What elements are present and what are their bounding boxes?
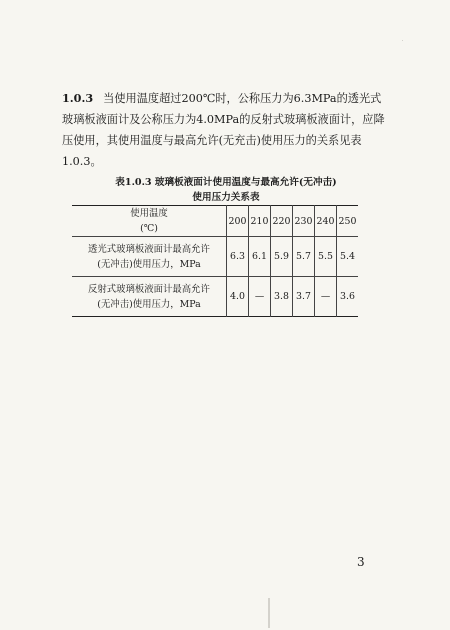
- pressure-value-cell: 5.9: [271, 237, 293, 277]
- temperature-cell: 250: [337, 206, 359, 237]
- pressure-value-cell: 5.4: [337, 237, 359, 277]
- pressure-value-cell: —: [249, 277, 271, 317]
- pressure-value-cell: 5.5: [315, 237, 337, 277]
- scan-mark: [268, 598, 270, 628]
- pressure-value-cell: 3.6: [337, 277, 359, 317]
- pressure-value-cell: 6.3: [227, 237, 249, 277]
- row-label-line2: (无冲击)使用压力，MPa: [97, 298, 201, 310]
- table-header-row: [72, 206, 358, 237]
- temperature-header-unit: (℃): [140, 223, 158, 234]
- temperature-header-text: 使用温度: [130, 208, 168, 219]
- pressure-value-cell: 3.8: [271, 277, 293, 317]
- table-caption-line2: 使用压力关系表: [192, 192, 260, 203]
- row-label-line2: (无冲击)使用压力，MPa: [97, 258, 201, 270]
- pressure-value-cell: 5.7: [293, 237, 315, 277]
- pressure-value-cell: 4.0: [227, 277, 249, 317]
- row-label-cell: [72, 277, 227, 317]
- temperature-cell: 230: [293, 206, 315, 237]
- temperature-cell: 210: [249, 206, 271, 237]
- temperature-cell: 220: [271, 206, 293, 237]
- table-row: [72, 277, 358, 317]
- table-caption-line1: 表1.0.3 玻璃板液面计使用温度与最高允许(无冲击): [115, 177, 337, 188]
- clause-paragraph: [62, 88, 390, 172]
- scan-mark: [402, 40, 403, 41]
- temperature-cell: 240: [315, 206, 337, 237]
- temperature-header-cell: [72, 206, 227, 237]
- table-row: [72, 237, 358, 277]
- clause-number: 1.0.3: [62, 91, 94, 105]
- pressure-value-cell: 3.7: [293, 277, 315, 317]
- row-label-line1: 透光式玻璃板液面计最高允许: [88, 243, 210, 255]
- clause-text: 当使用温度超过200℃时，公称压力为6.3MPa的透光式玻璃板液面计及公称压力为4.0MPa的反射式玻璃板液面计，应降压使用，其使用温度与最高允许(无充击)使用压力的关系见表1.0.3。: [62, 92, 385, 168]
- row-label-line1: 反射式玻璃板液面计最高允许: [88, 283, 210, 295]
- pressure-value-cell: 6.1: [249, 237, 271, 277]
- page-number: 3: [357, 555, 365, 569]
- row-label-cell: [72, 237, 227, 277]
- pressure-temperature-table: [72, 205, 358, 317]
- temperature-cell: 200: [227, 206, 249, 237]
- pressure-value-cell: —: [315, 277, 337, 317]
